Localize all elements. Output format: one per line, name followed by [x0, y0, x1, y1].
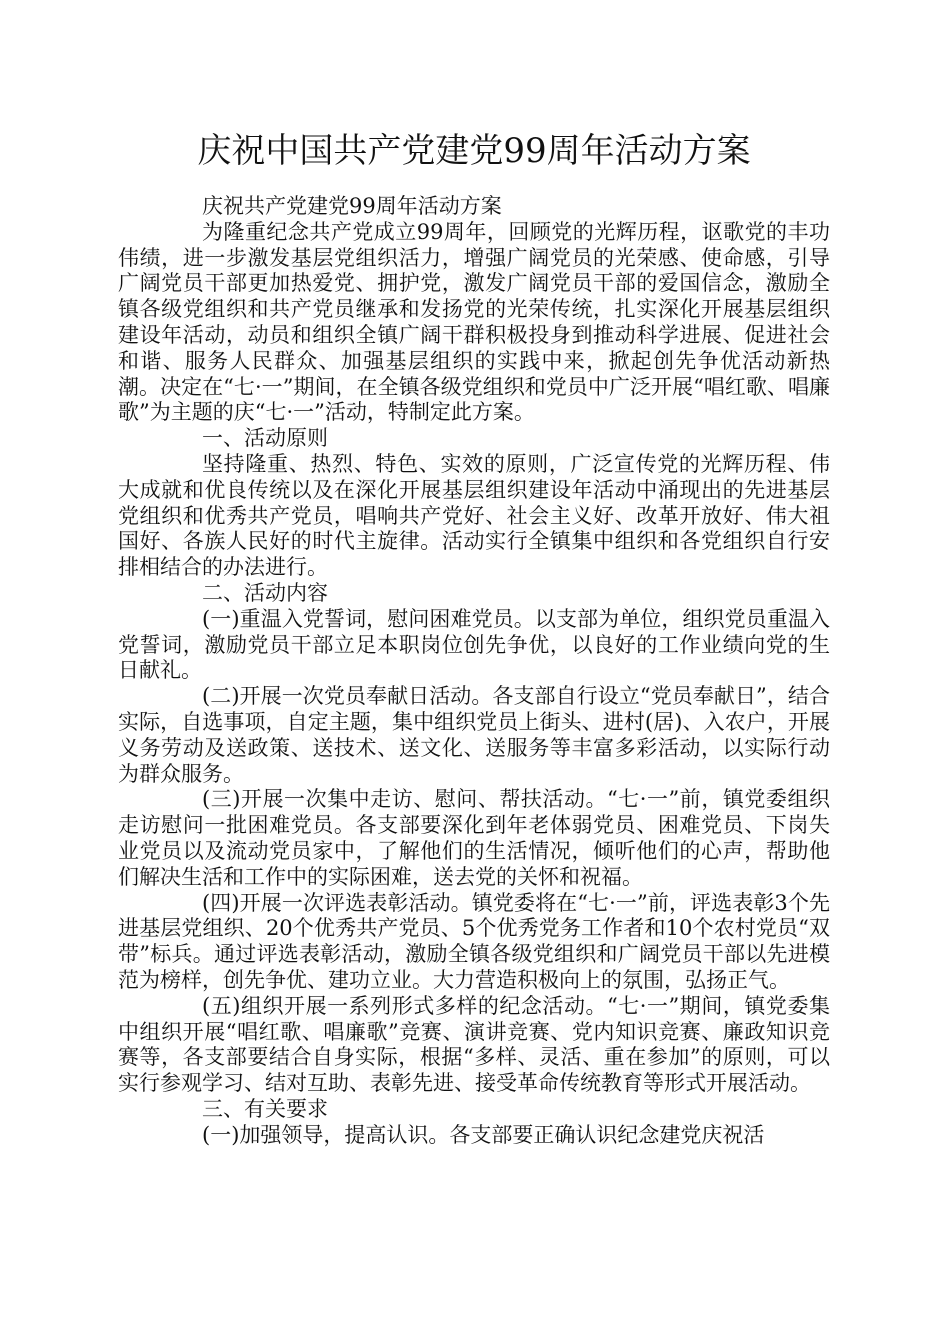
- principles-paragraph: 坚持隆重、热烈、特色、实效的原则，广泛宣传党的光辉历程、伟大成就和优良传统以及在深化开展基层组织建设年活动中涌现出的先进基层党组织和优秀共产党员，唱响共产党好、社会主义好、改革开放好、伟大祖国好、各族人民好的时代主旋律。活动实行全镇集中组织和各党组织自行安排相结合的办法进行。: [118, 451, 830, 580]
- document-page: [118, 126, 830, 1148]
- requirements-item-1: (一)加强领导，提高认识。各支部要正确认识纪念建党庆祝活: [202, 1122, 765, 1147]
- content-item-4: (四)开展一次评选表彰活动。镇党委将在“七·一”前，评选表彰3个先进基层党组织、20个优秀共产党员、5个优秀党务工作者和10个农村党员“双带”标兵。通过评选表彰活动，激励全镇各级党组织和广阔党员干部以先进模范为榜样，创先争优、建功立业。大力营造积极向上的氛围，弘扬正气。: [118, 890, 830, 992]
- content-item-3: (三)开展一次集中走访、慰问、帮扶活动。“七·一”前，镇党委组织走访慰问一批困难党员。各支部要深化到年老体弱党员、困难党员、下岗失业党员以及流动党员家中，了解他们的生活情况，倾听他们的心声，帮助他们解决生活和工作中的实际困难，送去党的关怀和祝福。: [118, 787, 830, 889]
- section-heading-principles: 一、活动原则: [202, 426, 328, 451]
- section-heading-requirements: 三、有关要求: [202, 1096, 328, 1121]
- document-title: 庆祝中国共产党建党99周年活动方案: [197, 131, 751, 171]
- content-item-1: (一)重温入党誓词，慰问困难党员。以支部为单位，组织党员重温入党誓词，激励党员干部立足本职岗位创先争优，以良好的工作业绩向党的生日献礼。: [118, 606, 830, 683]
- subtitle-paragraph: 庆祝共产党建党99周年活动方案: [202, 194, 502, 218]
- content-item-5: (五)组织开展一系列形式多样的纪念活动。“七·一”期间，镇党委集中组织开展“唱红歌、唱廉歌”竞赛、演讲竞赛、党内知识竞赛、廉政知识竞赛等，各支部要结合自身实际，根据“多样、灵活、重在参加”的原则，可以实行参观学习、结对互助、表彰先进、接受革命传统教育等形式开展活动。: [118, 993, 830, 1096]
- intro-paragraph: 为隆重纪念共产党成立99周年，回顾党的光辉历程，讴歌党的丰功伟绩，进一步激发基层党组织活力，增强广阔党员的光荣感、使命感，引导广阔党员干部更加热爱党、拥护党，激发广阔党员干部的爱国信念，激励全镇各级党组织和共产党员继承和发扬党的光荣传统，扎实深化开展基层组织建设年活动，动员和组织全镇广阔干群积极投身到推动科学进展、促进社会和谐、服务人民群众、加强基层组织的实践中来，掀起创先争优活动新热潮。决定在“七·一”期间，在全镇各级党组织和党员中广泛开展“唱红歌、唱廉歌”为主题的庆“七·一”活动，特制定此方案。: [118, 219, 830, 425]
- content-item-2: (二)开展一次党员奉献日活动。各支部自行设立“党员奉献日”，结合实际，自选事项，自定主题，集中组织党员上街头、进村(居)、入农户，开展义务劳动及送政策、送技术、送文化、送服务等丰富多彩活动，以实际行动为群众服务。: [118, 684, 830, 786]
- section-heading-content: 二、活动内容: [202, 580, 328, 605]
- document-body: [118, 194, 830, 1148]
